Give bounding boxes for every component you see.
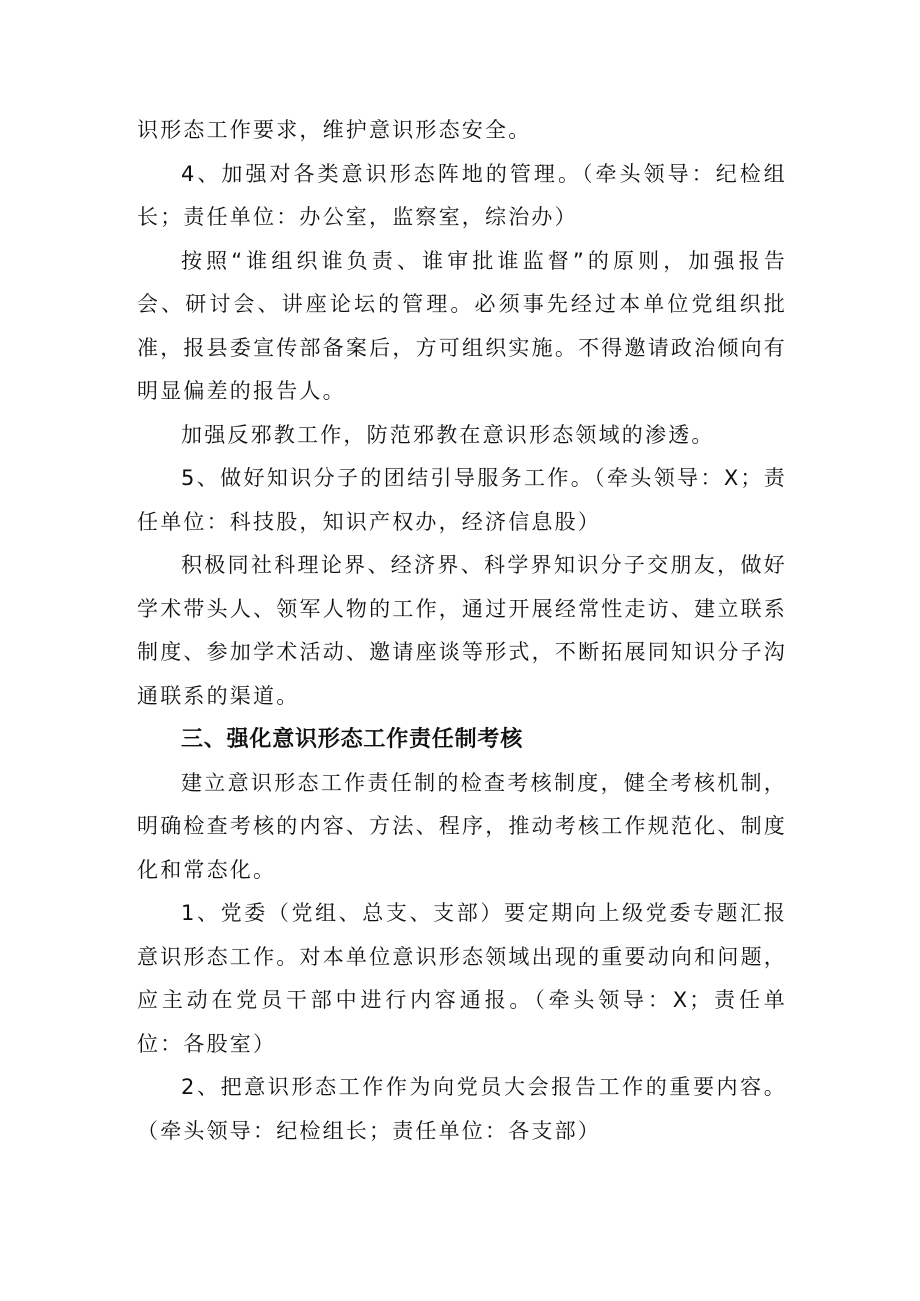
section-3-item-2: 2、把意识形态工作作为向党员大会报告工作的重要内容。（牵头领导：纪检组长；责任单位：各支部） [137,1075,787,1143]
item-5-body-paragraph: 积极同社科理论界、经济界、科学界知识分子交朋友，做好学术带头人、领军人物的工作，通过开展经常性走访、建立联系制度、参加学术活动、邀请座谈等形式，不断拓展同知识分子沟通联系的渠道。 [137,553,787,708]
section-3-intro-paragraph: 建立意识形态工作责任制的检查考核制度，健全考核机制，明确检查考核的内容、方法、程序，推动考核工作规范化、制度化和常态化。 [137,770,787,882]
item-4-body-paragraph-1: 按照“谁组织谁负责、谁审批谁监督”的原则，加强报告会、研讨会、讲座论坛的管理。必须事先经过本单位党组织批准，报县委宣传部备案后，方可组织实施。不得邀请政治倾向有明显偏差的报告人。 [137,248,787,403]
document-body [137,109,787,1153]
item-4-title: 4、加强对各类意识形态阵地的管理。（牵头领导：纪检组长；责任单位：办公室，监察室，综治办） [137,161,787,229]
section-3-item-1: 1、党委（党组、总支、支部）要定期向上级党委专题汇报意识形态工作。对本单位意识形态领域出现的重要动向和问题，应主动在党员干部中进行内容通报。（牵头领导：X；责任单位：各股室） [137,901,787,1056]
item-4-body-paragraph-2: 加强反邪教工作，防范邪教在意识形态领域的渗透。 [181,422,715,447]
continuation-paragraph: 识形态工作要求，维护意识形态安全。 [137,118,532,142]
section-3-heading: 三、强化意识形态工作责任制考核 [181,727,524,752]
item-5-title: 5、做好知识分子的团结引导服务工作。（牵头领导：X；责任单位：科技股，知识产权办，经济信息股） [137,466,787,534]
